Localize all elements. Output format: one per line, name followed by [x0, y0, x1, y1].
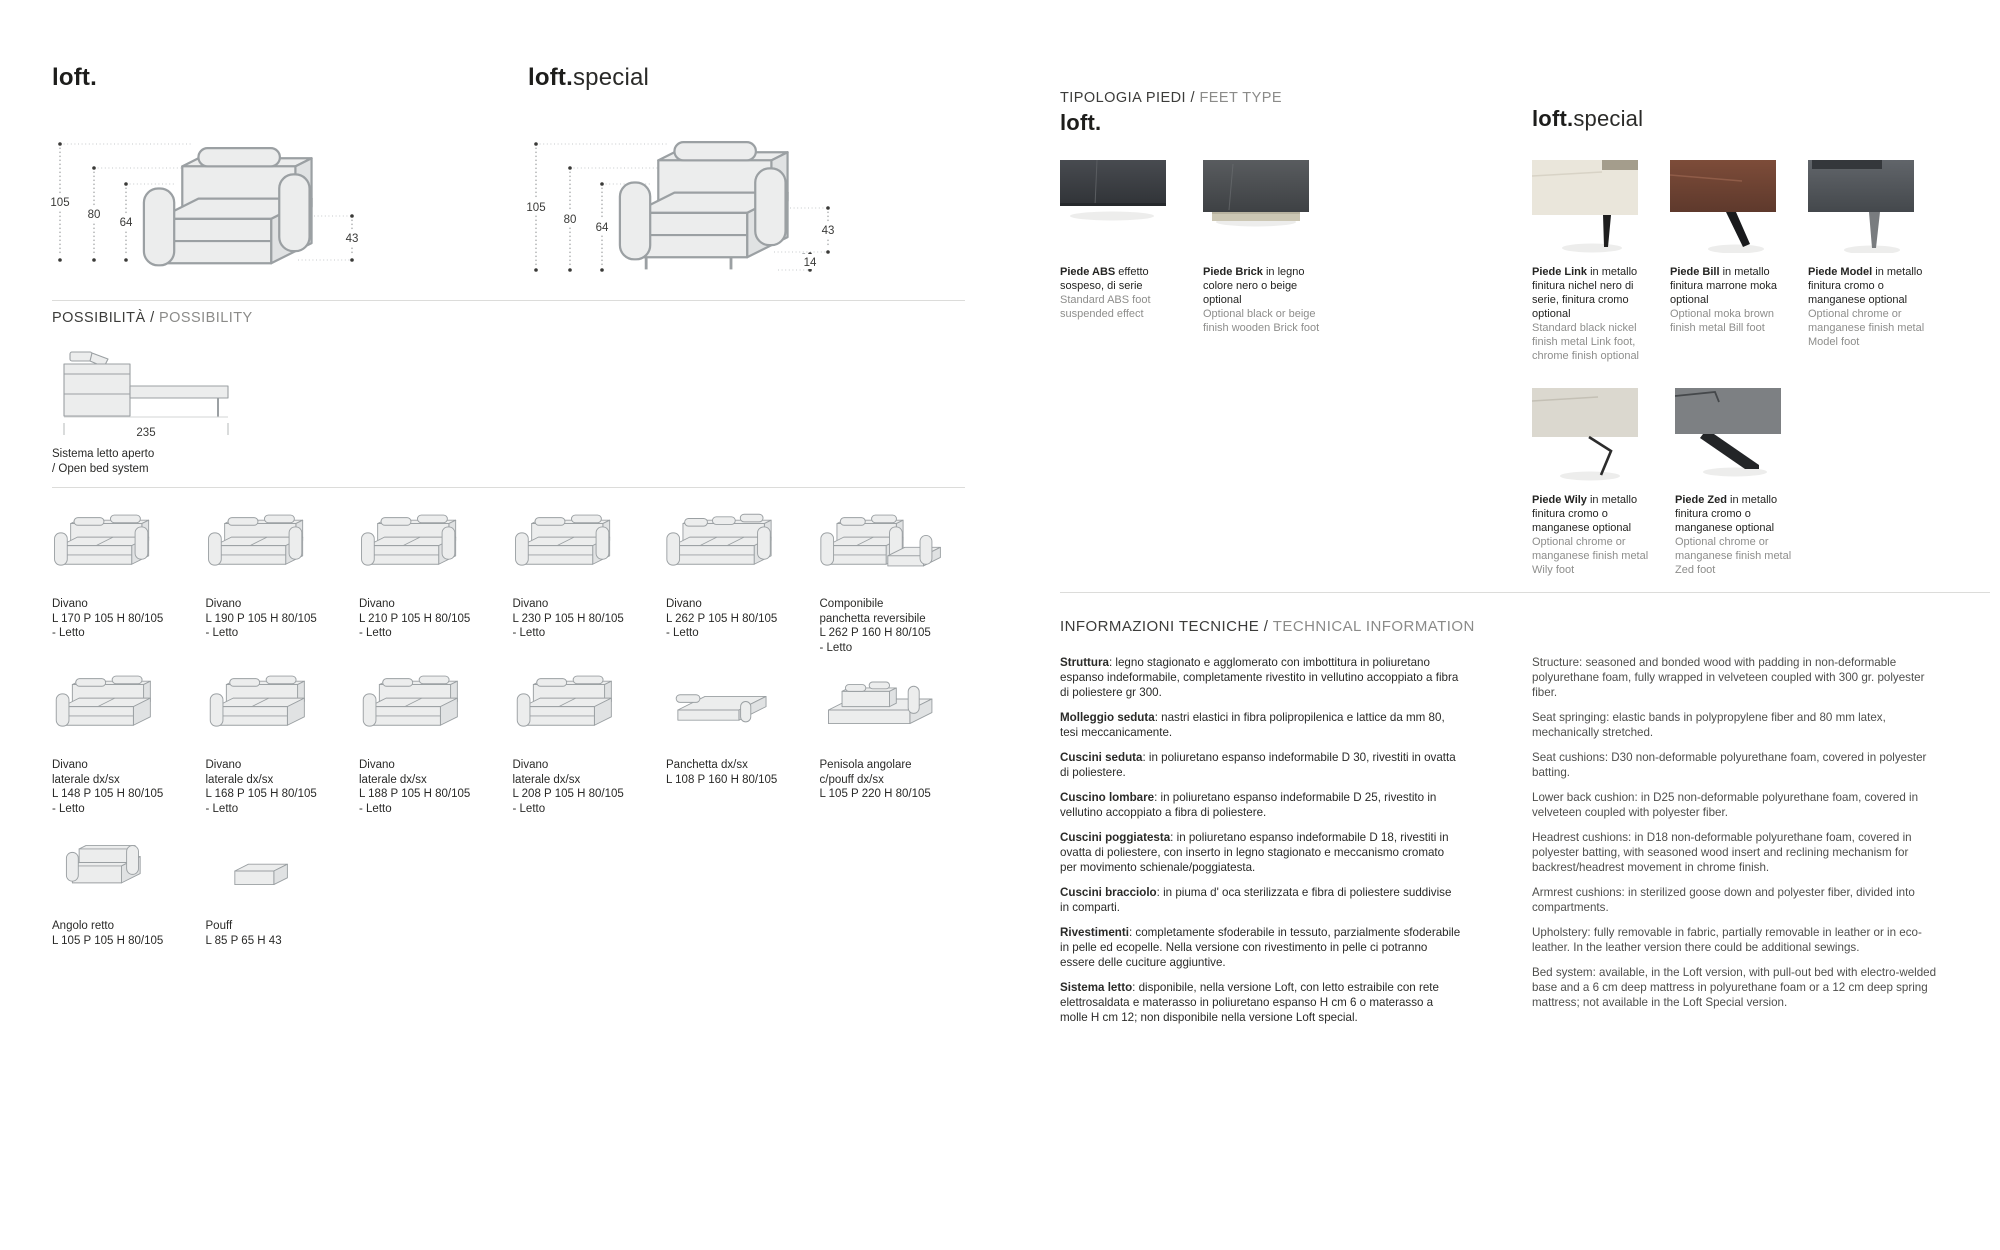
tech-paragraph-it	[1060, 750, 1462, 780]
variant-label	[513, 597, 659, 641]
loft-title	[52, 64, 97, 92]
variant-cell	[820, 510, 966, 655]
variant-label	[666, 758, 812, 787]
tech-info-heading	[1060, 618, 1475, 635]
variant-label	[513, 758, 659, 816]
variant-thumbnail-sofa-lateral-drawing	[52, 671, 198, 749]
variant-label	[206, 597, 352, 641]
feet-special-title	[1532, 106, 1643, 132]
variant-label-line: - Letto	[205, 802, 239, 815]
tech-paragraph-en: Upholstery: fully removable in fabric, partially removable in leather or in eco-leather. In the leather version there could be additional sewings.	[1532, 926, 1922, 954]
feet-type-heading-sep: /	[1186, 90, 1200, 106]
feet-type-heading-it: TIPOLOGIA PIEDI	[1060, 90, 1187, 106]
svg-text:235: 235	[136, 427, 156, 439]
variant-label-line: Divano	[359, 759, 395, 771]
variants-grid	[52, 510, 965, 948]
divider	[1060, 592, 1990, 593]
variant-label-line: L 188 P 105 H 80/105	[359, 788, 471, 800]
variant-label-line: L 148 P 105 H 80/105	[52, 788, 164, 800]
divider	[52, 300, 965, 301]
foot-card-zed	[1675, 388, 1792, 577]
variant-label-line: Divano	[359, 598, 395, 610]
feet-type-heading-en: FEET TYPE	[1199, 90, 1282, 106]
svg-text:14: 14	[803, 257, 817, 269]
variant-label-line: L 85 P 65 H 43	[205, 934, 282, 947]
variant-label-line: - Letto	[52, 802, 85, 815]
special-feet-row-2	[1532, 388, 1792, 577]
variant-label-line: Divano	[512, 759, 549, 771]
variant-cell	[666, 671, 812, 816]
svg-text:105: 105	[526, 202, 546, 214]
variant-thumbnail-corner-drawing	[52, 832, 198, 910]
tech-paragraph-text: : completamente sfoderabile in tessuto, parzialmente sfoderabile in pelle ed ecopelle. Nella versione con rivestimento in pelle ci potranno essere delle cuciture aggiuntive.	[1060, 926, 1461, 969]
foot-caption-brick	[1203, 265, 1331, 335]
variant-label-line: - Letto	[205, 627, 239, 639]
variant-label-line: - Letto	[359, 627, 392, 639]
tech-paragraph-text: : in piuma d' oca sterilizzata e fibra di poliestere suddivise in comparti.	[1060, 886, 1452, 914]
open-bed-caption	[52, 447, 154, 477]
variant-label-line: Penisola angolare	[819, 759, 912, 771]
tech-paragraph-lead: Rivestimenti	[1060, 926, 1129, 939]
tech-paragraph-it	[1060, 980, 1462, 1025]
tech-paragraph-en: Armrest cushions: in sterilized goose down and polyester fiber, divided into compartments.	[1532, 886, 1915, 914]
variant-label-line: L 208 P 105 H 80/105	[512, 788, 624, 800]
feet-special-title-rest: special	[1573, 106, 1644, 131]
loft-title-text: loft.	[52, 64, 97, 91]
loft-feet-row	[1060, 160, 1320, 335]
variant-label	[52, 758, 198, 816]
variant-label-line: L 262 P 160 H 80/105	[819, 627, 931, 639]
foot-description-it: effetto sospeso, di serie	[1060, 266, 1149, 292]
tech-paragraph-en: Headrest cushions: in D18 non-deformable polyurethane foam, covered in polyester batting, with seasoned wood insert and reclining mechanism for backrest/headrest movement in chrome finish.	[1532, 831, 1912, 874]
tech-info-english-column	[1532, 655, 1940, 1020]
loft-special-title	[528, 64, 649, 92]
loft-dimension-drawing	[40, 112, 380, 302]
tech-paragraph-it	[1060, 885, 1462, 915]
feet-loft-title	[1060, 110, 1101, 136]
variant-label-line: - Letto	[359, 802, 392, 815]
variant-cell	[359, 671, 505, 816]
tech-paragraph-en: Seat springing: elastic bands in polypropylene fiber and 80 mm latex, mechanically stretched.	[1532, 711, 1886, 739]
variant-label-line: laterale dx/sx	[205, 773, 274, 786]
variant-thumbnail-pouf-drawing	[206, 832, 352, 910]
variant-cell	[666, 510, 812, 655]
tech-paragraph-it	[1060, 925, 1462, 970]
loft-special-title-bold: loft.	[528, 64, 573, 91]
variant-thumbnail-bench-drawing	[666, 671, 812, 749]
svg-text:43: 43	[821, 225, 835, 237]
variant-cell	[513, 510, 659, 655]
foot-card-brick	[1203, 160, 1320, 335]
variant-thumbnail-sofa-lateral-drawing	[359, 671, 505, 749]
foot-name: Piede Brick	[1203, 266, 1263, 278]
variant-label-line: - Letto	[819, 641, 853, 654]
foot-description-en: Optional moka brown finish metal Bill foot	[1670, 308, 1774, 334]
foot-name: Piede Model	[1808, 266, 1873, 278]
tech-info-italian-column	[1060, 655, 1462, 1035]
open-bed-caption-it: Sistema letto aperto	[52, 448, 155, 460]
variant-thumbnail-sofa-chaise-drawing	[820, 510, 966, 588]
foot-description-it: in metallo finitura cromo o manganese optional	[1532, 494, 1638, 534]
tech-paragraph-lead: Sistema letto	[1060, 981, 1133, 994]
svg-text:64: 64	[595, 222, 609, 234]
variant-label	[52, 919, 198, 948]
variant-thumbnail-sofa-2-drawing	[359, 510, 505, 588]
possibility-heading-en: POSSIBILITY	[159, 310, 253, 326]
foot-photo-abs	[1060, 160, 1166, 253]
tech-paragraph-lead: Cuscino lombare	[1060, 791, 1155, 804]
tech-paragraph-en: Lower back cushion: in D25 non-deformable polyurethane foam, covered in velveteen coupled with polyester fiber.	[1532, 791, 1919, 819]
variant-label-line: Divano	[52, 598, 88, 610]
foot-description-it: in metallo finitura cromo o manganese optional	[1675, 494, 1778, 534]
tech-paragraph-en: Bed system: available, in the Loft version, with pull-out bed with electro-welded base and a 6 cm deep mattress in polyurethane foam or a 12 cm deep spring mattress; not available in the Loft Special version.	[1532, 966, 1937, 1009]
foot-description-it: in metallo finitura marrone moka optional	[1670, 266, 1777, 306]
variant-label	[52, 597, 198, 641]
foot-photo-brick	[1203, 160, 1309, 253]
foot-caption-link	[1532, 265, 1660, 363]
variant-label-line: Divano	[666, 598, 702, 610]
foot-photo-link	[1532, 160, 1638, 253]
variant-cell	[206, 510, 352, 655]
tech-paragraph-it	[1060, 655, 1462, 700]
variant-thumbnail-sofa-3-drawing	[666, 510, 812, 588]
foot-caption-zed	[1675, 493, 1803, 577]
variant-label-line: L 105 P 220 H 80/105	[819, 788, 931, 800]
variant-label-line: Divano	[512, 598, 549, 610]
possibility-heading	[52, 310, 253, 326]
tech-paragraph-it	[1060, 830, 1462, 875]
foot-card-model	[1808, 160, 1925, 363]
tech-paragraph-text: : in poliuretano espanso indeformabile D 25, rivestito in vellutino accoppiato a fibra di poliestere.	[1060, 791, 1437, 819]
variant-label-line: Angolo retto	[52, 920, 115, 932]
foot-description-it: in legno colore nero o beige optional	[1203, 266, 1305, 306]
foot-card-link	[1532, 160, 1638, 363]
variant-cell	[206, 832, 352, 948]
variant-label	[820, 758, 966, 802]
variant-label-line: Divano	[205, 598, 242, 610]
foot-description-it: in metallo finitura cromo o manganese optional	[1808, 266, 1923, 306]
special-feet-row-1	[1532, 160, 1925, 363]
foot-card-abs	[1060, 160, 1166, 335]
tech-paragraph-text: : nastri elastici in fibra polipropilenica e lattice da mm 80, tesi meccanicamente.	[1060, 711, 1445, 739]
tech-paragraph-lead: Cuscini bracciolo	[1060, 886, 1157, 899]
variant-label-line: L 230 P 105 H 80/105	[512, 612, 624, 625]
feet-type-heading	[1060, 90, 1282, 106]
foot-name: Piede Bill	[1670, 266, 1720, 278]
variant-label-line: panchetta reversibile	[819, 612, 926, 625]
tech-info-heading-en: TECHNICAL INFORMATION	[1272, 618, 1475, 635]
variant-thumbnail-sofa-lateral-drawing	[206, 671, 352, 749]
possibility-heading-sep: /	[145, 310, 160, 326]
tech-paragraph-lead: Cuscini poggiatesta	[1060, 831, 1171, 844]
tech-paragraph-it	[1060, 790, 1462, 820]
tech-info-heading-sep: /	[1259, 618, 1273, 635]
foot-description-en: Optional chrome or manganese finish metal Model foot	[1808, 308, 1925, 348]
svg-text:64: 64	[119, 217, 133, 229]
variant-thumbnail-sofa-2-drawing	[513, 510, 659, 588]
foot-description-en: Optional black or beige finish wooden Brick foot	[1203, 308, 1320, 334]
foot-card-wily	[1532, 388, 1649, 577]
foot-description-it: in metallo finitura nichel nero di serie, finitura cromo optional	[1532, 266, 1638, 320]
variant-label-line: c/pouff dx/sx	[819, 773, 884, 786]
variant-cell	[52, 671, 198, 816]
variant-label-line: - Letto	[512, 627, 546, 639]
variant-label	[820, 597, 966, 655]
foot-photo-bill	[1670, 160, 1776, 253]
variant-label-line: - Letto	[512, 802, 546, 815]
foot-description-en: Standard black nickel finish metal Link foot, chrome finish optional	[1532, 322, 1640, 362]
variant-label-line: laterale dx/sx	[359, 773, 427, 786]
foot-name: Piede ABS	[1060, 266, 1116, 278]
foot-caption-abs	[1060, 265, 1188, 321]
variant-cell	[820, 671, 966, 816]
variant-thumbnail-peninsula-drawing	[820, 671, 966, 749]
svg-text:105: 105	[50, 197, 70, 209]
svg-text:43: 43	[345, 233, 359, 245]
loft-special-dimension-drawing	[516, 112, 856, 312]
tech-paragraph-lead: Molleggio seduta	[1060, 711, 1155, 724]
open-bed-drawing	[52, 344, 267, 444]
tech-paragraph-text: : in poliuretano espanso indeformabile D 30, rivestiti in ovatta di poliestere.	[1060, 751, 1456, 779]
variant-label-line: Divano	[52, 759, 88, 771]
svg-text:80: 80	[87, 209, 101, 221]
variant-label-line: - Letto	[52, 627, 85, 639]
variant-label	[206, 919, 352, 948]
feet-special-title-bold: loft.	[1532, 106, 1574, 131]
variant-label-line: L 262 P 105 H 80/105	[666, 612, 778, 625]
tech-paragraph-en: Structure: seasoned and bonded wood with padding in non-deformable polyurethane foam, fully wrapped in velveteen coupled with 300 gr. polyester fiber.	[1532, 656, 1925, 699]
foot-photo-model	[1808, 160, 1914, 253]
tech-paragraph-it	[1060, 710, 1462, 740]
svg-text:80: 80	[563, 214, 577, 226]
open-bed-caption-en: / Open bed system	[52, 463, 149, 475]
variant-label	[666, 597, 812, 641]
variant-label-line: L 108 P 160 H 80/105	[666, 773, 778, 786]
variant-label-line: L 105 P 105 H 80/105	[52, 934, 164, 947]
tech-info-heading-it: INFORMAZIONI TECNICHE	[1060, 618, 1260, 635]
variant-thumbnail-sofa-lateral-drawing	[513, 671, 659, 749]
variant-thumbnail-sofa-2-drawing	[52, 510, 198, 588]
variant-label-line: Pouff	[205, 920, 233, 932]
tech-paragraph-text: : disponibile, nella versione Loft, con letto estraibile con rete elettrosaldata e materasso in poliuretano espanso H cm 6 o materasso a molle H cm 12; non disponibile nella versione Loft special.	[1060, 981, 1439, 1024]
foot-photo-wily	[1532, 388, 1638, 481]
foot-description-en: Optional chrome or manganese finish metal Wily foot	[1532, 536, 1649, 576]
variant-cell	[52, 832, 198, 948]
variant-label	[206, 758, 352, 816]
variant-cell	[52, 510, 198, 655]
foot-card-bill	[1670, 160, 1776, 363]
variant-label	[359, 758, 505, 816]
variant-thumbnail-sofa-2-drawing	[206, 510, 352, 588]
foot-caption-bill	[1670, 265, 1798, 335]
foot-description-en: Optional chrome or manganese finish metal Zed foot	[1675, 536, 1792, 576]
feet-loft-title-text: loft.	[1060, 110, 1102, 135]
variant-label-line: L 210 P 105 H 80/105	[359, 612, 471, 625]
variant-label-line: L 168 P 105 H 80/105	[205, 788, 317, 800]
tech-paragraph-en: Seat cushions: D30 non-deformable polyurethane foam, covered in polyester batting.	[1532, 751, 1927, 779]
tech-paragraph-lead: Cuscini seduta	[1060, 751, 1143, 764]
divider	[52, 487, 965, 488]
foot-name: Piede Link	[1532, 266, 1588, 278]
variant-label-line: Componibile	[819, 598, 884, 610]
foot-caption-model	[1808, 265, 1936, 349]
variant-label-line: L 190 P 105 H 80/105	[205, 612, 317, 625]
variant-label-line: laterale dx/sx	[512, 773, 581, 786]
foot-name: Piede Zed	[1675, 494, 1727, 506]
foot-description-en: Standard ABS foot suspended effect	[1060, 294, 1151, 320]
variant-label	[359, 597, 505, 641]
variant-cell	[206, 671, 352, 816]
variant-cell	[359, 510, 505, 655]
variant-label-line: - Letto	[666, 627, 699, 639]
tech-paragraph-text: : legno stagionato e agglomerato con imbottitura in poliuretano espanso indeformabile, completamente rivestito in vellutino accoppiato a fibra di poliestere gr 300.	[1060, 656, 1459, 699]
loft-special-title-rest: special	[572, 64, 650, 91]
foot-name: Piede Wily	[1532, 494, 1587, 506]
foot-caption-wily	[1532, 493, 1660, 577]
foot-photo-zed	[1675, 388, 1781, 481]
variant-cell	[513, 671, 659, 816]
tech-paragraph-lead: Struttura	[1060, 656, 1109, 669]
tech-paragraph-text: : in poliuretano espanso indeformabile D 18, rivestiti in ovatta di poliestere, con inserto in legno stagionato e meccanismo cromato per movimento schienale/poggiatesta.	[1060, 831, 1449, 874]
possibility-heading-it: POSSIBILITÀ	[52, 310, 146, 326]
variant-label-line: Divano	[205, 759, 242, 771]
variant-label-line: L 170 P 105 H 80/105	[52, 612, 164, 625]
variant-label-line: Panchetta dx/sx	[666, 759, 748, 771]
variant-label-line: laterale dx/sx	[52, 773, 120, 786]
